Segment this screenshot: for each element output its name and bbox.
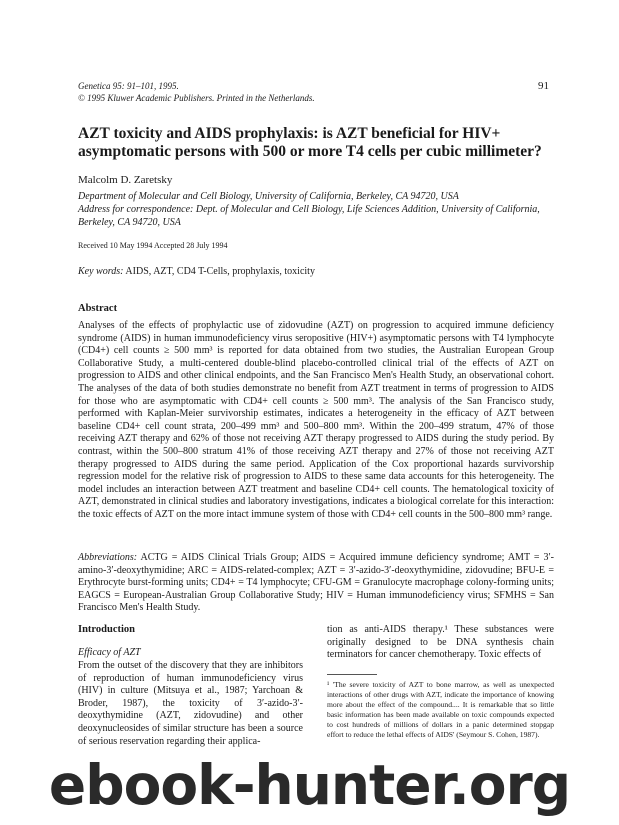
keywords — [78, 266, 315, 277]
journal-citation — [78, 80, 315, 104]
keywords-label: Key words: — [78, 266, 124, 277]
page-number: 91 — [538, 80, 549, 92]
abbreviations — [78, 552, 554, 615]
article-title: AZT toxicity and AIDS prophylaxis: is AZT beneficial for HIV+ asymptomatic persons with 500 or more T4 cells per cubic millimeter? — [78, 125, 542, 160]
abstract-heading: Abstract — [78, 303, 118, 314]
abbreviations-label: Abbreviations: — [78, 552, 138, 563]
affiliation-block — [78, 190, 548, 229]
watermark-logo: ebook-hunter.org — [48, 753, 571, 817]
introduction-column-1: From the outset of the discovery that they are inhibitors of reproduction of human immunodeficiency virus (HIV) in culture (Mitsuya et al., 1987; Yarchoan & Broder, 1987), the toxicity of 3′-azido-3′-deoxythymidine (AZT, zidovudine) and other deoxynucleosides of similar structure has been a source of serious reservation regarding their applica- — [78, 660, 303, 747]
introduction-column-2: tion as anti-AIDS therapy.¹ These substances were originally designed to be DNA synthesis chain terminators for cancer chemotherapy. Toxic effects of — [327, 624, 554, 661]
footnote: ¹ 'The severe toxicity of AZT to bone marrow, as well as unexpected interactions of other drugs with AZT, indicate the importance of knowing more about the effect of the compound.... It is remarkable that so little basic information has been made available on toxic compounds expected to cost hundreds of millions of dollars in a panic determined stopgap effort to reduce the lethal effects of AIDS' (Seymour S. Cohen, 1987). — [327, 680, 554, 739]
affiliation: Department of Molecular and Cell Biology, University of California, Berkeley, CA 94720, USA — [78, 191, 459, 202]
author-name: Malcolm D. Zaretsky — [78, 174, 173, 186]
abstract-text: Analyses of the effects of prophylactic use of zidovudine (AZT) on progression to acquired immune deficiency syndrome (AIDS) in human immunodeficiency virus seropositive (HIV+) asymptomatic persons with T4 lymphocyte (CD4+) cell counts ≥ 500 mm³ is reported for data obtained from two studies, the Australian European Group Collaborative Study, a multi-centered double-blind placebo-controlled clinical trial of the effects of AZT on progression to AIDS and other clinical endpoints, and the San Francisco Men's Health Study, an observational cohort. The analyses of the data of both studies demonstrate no benefit from AZT treatment in terms of progression to AIDS for those who are asymptomatic with CD4+ cell counts ≥ 500 mm³. The analysis of the San Francisco study, performed with Kaplan-Meier survivorship estimates, indicates a heterogeneity in the efficacy of AZT between baseline CD4+ cell count strata, 200–499 mm³ and 500–800 mm³. Within the 200–499 stratum, 47% of those receiving AZT therapy and 62% of those not receiving AZT therapy progressed to AIDS during the study period. By contrast, within the 500–800 stratum 41% of those receiving AZT therapy and 27% of those not receiving AZT therapy progressed to AIDS during the same period. Application of the Cox proportional hazards survivorship regression model for the relative risk of progression to AIDS to these same data accounts for this heterogeneity. The model includes an interaction between AZT treatment and baseline CD4+ cell counts. The hematological toxicity of AZT, demonstrated in clinical studies and laboratory investigations, indicates a biological correlate for this interaction: the toxic effects of AZT on the more intact immune system of those with CD4+ cell counts in the 500–800 mm³ range. — [78, 320, 554, 520]
abbreviations-text: ACTG = AIDS Clinical Trials Group; AIDS = Acquired immune deficiency syndrome; AMT = 3′-amino-3′-deoxythymidine; ARC = AIDS-related-complex; AZT = 3′-azido-3′-deoxythymidine, zidovudine; BFU-E = Erythrocyte burst-forming units; CD4+ = T4 lymphocyte; CFU-GM = Granulocyte macrophage colony-forming units; EAGCS = European-Australian Group Collaborative Study; HIV = Human immunodeficiency virus; SFMHS = San Francisco Men's Health Study. — [78, 552, 554, 614]
introduction-heading: Introduction — [78, 624, 135, 635]
efficacy-subheading: Efficacy of AZT — [78, 647, 141, 658]
copyright-line: © 1995 Kluwer Academic Publishers. Printed in the Netherlands. — [78, 93, 315, 103]
received-dates: Received 10 May 1994 Accepted 28 July 1994 — [78, 241, 228, 250]
footnote-rule — [327, 674, 377, 675]
correspondence-address: Address for correspondence: Dept. of Molecular and Cell Biology, Life Sciences Addition, University of California, Berkeley, CA 94720, USA — [78, 204, 540, 228]
journal-volume-line: Genetica 95: 91–101, 1995. — [78, 81, 179, 91]
keywords-text: AIDS, AZT, CD4 T-Cells, prophylaxis, toxicity — [125, 266, 315, 277]
